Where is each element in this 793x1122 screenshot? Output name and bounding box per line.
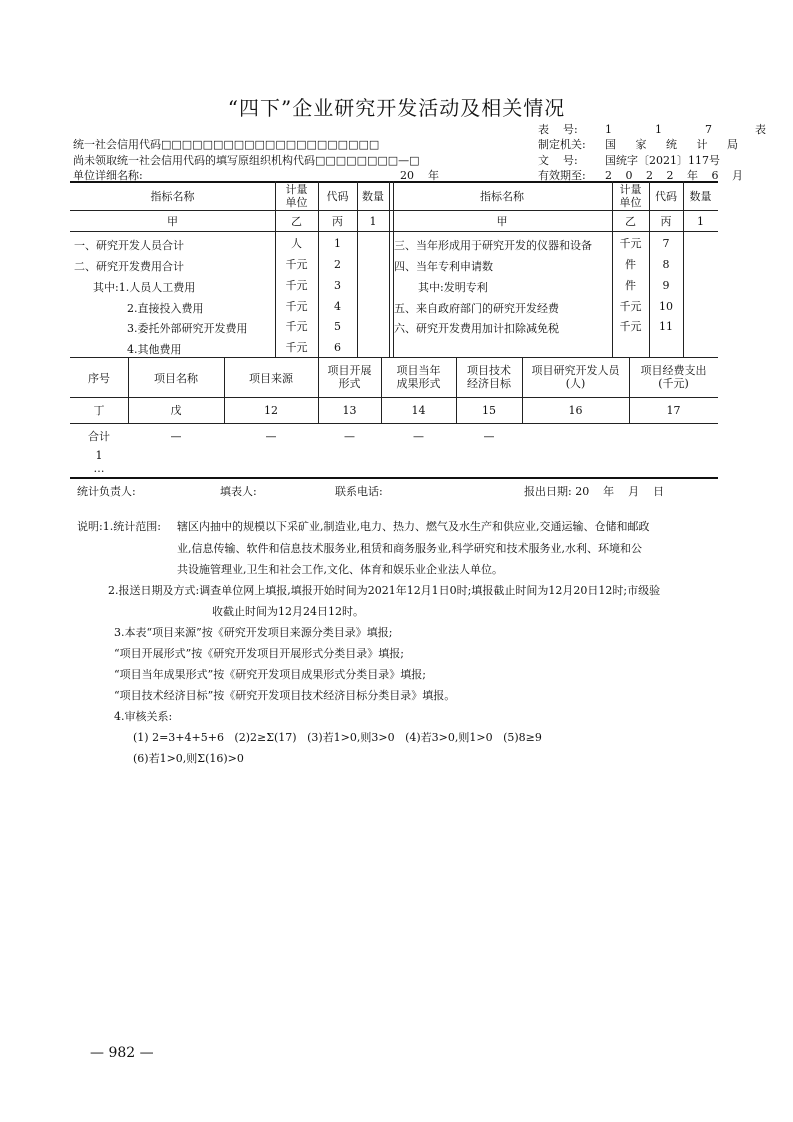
t2-subhead: 13: [342, 404, 357, 417]
note4-rules-line2: (6)若1>0,则Σ(16)>0: [133, 752, 244, 765]
table1-subhead-divider: [70, 231, 718, 232]
t2-total-label: 合计: [88, 430, 110, 443]
t2-header-source: 项目来源: [249, 372, 293, 385]
valid-until-label: 有效期至:: [538, 169, 586, 182]
t2-header-seq: 序号: [88, 372, 110, 385]
t2-row-1: 1: [95, 449, 103, 462]
form-no-label: 表 号:: [538, 123, 578, 136]
note1-text: 业,信息传输、软件和信息技术服务业,租赁和商务服务业,科学研究和技术服务业,水利、环境和公: [177, 542, 642, 555]
note1-text: 共设施管理业,卫生和社会工作,文化、体育和娱乐业企业法人单位。: [177, 563, 503, 576]
t1-row-unit: 千元: [285, 279, 308, 292]
t1-row-unit-right: 千元: [619, 237, 642, 250]
t1-row-name-right: 六、研究开发费用加计扣除减免税: [394, 322, 559, 335]
note2-text: 2.报送日期及方式:调查单位网上填报,填报开始时间为2021年12月1日0时;填报截止时间为12月20日12时;市级验: [108, 584, 661, 597]
t1-subhead: 丙: [660, 215, 672, 228]
t1-row-code-right: 9: [662, 279, 670, 292]
t1-row-unit-right: 千元: [619, 320, 642, 333]
t2-row-ellipsis: …: [93, 462, 105, 475]
note3-text: “项目技术经济目标”按《研究开发项目技术经济目标分类目录》填报。: [114, 689, 456, 702]
t2-subhead: 14: [411, 404, 426, 417]
t2-total-dash: —: [170, 430, 182, 443]
doc-no-label: 文 号:: [538, 154, 578, 167]
table1-header-divider: [70, 210, 718, 211]
page-title: “四下”企业研究开发活动及相关情况: [227, 96, 566, 120]
col-divider: [683, 181, 684, 357]
t1-subhead: 甲: [167, 215, 178, 228]
note3-text: 3.本表“项目来源”按《研究开发项目来源分类目录》填报;: [114, 626, 393, 639]
t1-row-name: 3.委托外部研究开发费用: [127, 322, 248, 335]
t1-row-code: 5: [334, 320, 341, 333]
authority: 国 家 统 计 局: [605, 138, 746, 151]
note3-text: “项目开展形式”按《研究开发项目开展形式分类目录》填报;: [114, 647, 404, 660]
t1-row-unit: 千元: [285, 300, 308, 313]
unit-name-label: 单位详细名称:: [73, 169, 143, 182]
t1-subhead: 甲: [496, 215, 508, 228]
note3-text: “项目当年成果形式”按《研究开发项目成果形式分类目录》填报;: [114, 668, 426, 681]
t1-subhead: 乙: [291, 215, 302, 228]
t2-header-form: 项目开展 形式: [327, 364, 372, 390]
t1-row-name: 其中:1.人员人工费用: [93, 281, 196, 294]
t1-header-name: 指标名称: [150, 190, 195, 203]
note1-text: 辖区内抽中的规模以下采矿业,制造业,电力、热力、燃气及水生产和供应业,交通运输、仓储和邮政: [177, 520, 650, 533]
t1-row-name-right: 四、当年专利申请数: [394, 260, 493, 273]
t1-row-code-right: 7: [662, 237, 670, 250]
table2-subhead-divider: [70, 423, 718, 424]
t1-row-code: 3: [334, 279, 341, 292]
filler-label: 填表人:: [220, 485, 257, 498]
phone-label: 联系电话:: [335, 485, 383, 498]
t2-total-dash: —: [413, 430, 424, 443]
note4-rules-line1: (1) 2=3+4+5+6 (2)2≥Σ(17) (3)若1>0,则3>0 (4)若3>0,则1>0 (5)8≥9: [133, 731, 542, 744]
table2-bottom-border: [70, 477, 718, 479]
t1-header-code-right: 代码: [655, 190, 677, 203]
t1-row-name-right: 三、当年形成用于研究开发的仪器和设备: [394, 239, 592, 252]
org-code-line: 尚未领取统一社会信用代码的填写原组织机构代码□□□□□□□□—□: [73, 154, 420, 167]
note1-label: 说明:1.统计范围:: [77, 520, 161, 533]
t1-subhead: 乙: [625, 215, 636, 228]
doc-no: 国统字〔2021〕117号: [605, 154, 720, 167]
t1-row-unit-right: 千元: [619, 300, 642, 313]
t2-subhead: 16: [568, 404, 583, 417]
page-number: — 982 —: [90, 1045, 154, 1061]
t1-row-code: 6: [334, 341, 341, 354]
t1-row-unit: 千元: [285, 341, 308, 354]
t1-row-code-right: 8: [662, 258, 670, 271]
t1-header-code: 代码: [326, 190, 349, 203]
t1-row-name-right: 五、来自政府部门的研究开发经费: [394, 302, 559, 315]
valid-until: 2 0 2 2 年 6 月: [605, 169, 748, 182]
t1-row-code: 1: [334, 237, 341, 250]
t1-header-name-right: 指标名称: [480, 190, 524, 203]
t1-row-unit: 人: [291, 237, 302, 250]
t2-header-staff: 项目研究开发人员 (人): [531, 364, 620, 390]
credit-code-line: 统一社会信用代码□□□□□□□□□□□□□□□□□□□□□: [73, 138, 380, 151]
t2-total-dash: —: [344, 430, 355, 443]
t1-row-code: 2: [334, 258, 341, 271]
t1-header-qty-right: 数量: [689, 190, 712, 203]
t1-subhead: 丙: [332, 215, 343, 228]
t1-row-name-right: 其中:发明专利: [418, 281, 488, 294]
t1-subhead: 1: [369, 215, 377, 228]
col-divider: [357, 181, 358, 357]
t1-row-unit-right: 件: [625, 279, 636, 292]
t1-subhead: 1: [697, 215, 704, 228]
form-no: 1 1 7 表: [605, 123, 778, 136]
t1-row-unit-right: 件: [625, 258, 636, 271]
t1-row-name: 一、研究开发人员合计: [74, 239, 184, 252]
t1-header-unit: 计量 单位: [285, 183, 308, 209]
t1-header-qty: 数量: [362, 190, 384, 203]
t1-row-unit: 千元: [285, 320, 308, 333]
t2-header-target: 项目技术 经济目标: [467, 364, 511, 390]
authority-label: 制定机关:: [538, 138, 586, 151]
t2-header-expense: 项目经费支出 (千元): [640, 364, 707, 390]
t2-subhead: 15: [482, 404, 496, 417]
table2-header-divider: [70, 397, 718, 398]
t2-header-project-name: 项目名称: [154, 372, 198, 385]
t1-row-name: 2.直接投入费用: [127, 302, 204, 315]
t2-total-dash: —: [483, 430, 495, 443]
t2-subhead: 17: [666, 404, 681, 417]
note2-text: 收截止时间为12月24日12时。: [212, 605, 364, 618]
t2-subhead: 12: [264, 404, 278, 417]
t1-row-name: 4.其他费用: [127, 343, 182, 356]
t2-header-outcome: 项目当年 成果形式: [396, 364, 441, 390]
t1-row-code: 4: [334, 300, 341, 313]
table1-bottom-border: [70, 357, 718, 358]
t2-subhead: 戊: [170, 404, 182, 417]
stat-head-label: 统计负责人:: [77, 485, 136, 498]
t2-total-dash: —: [265, 430, 277, 443]
t1-row-code-right: 11: [659, 320, 673, 333]
t2-subhead: 丁: [93, 404, 105, 417]
t1-header-unit-right: 计量 单位: [619, 183, 642, 209]
report-date-label: 报出日期: 20 年 月 日: [524, 485, 665, 498]
report-year: 20 年: [400, 169, 439, 182]
t1-row-code-right: 10: [659, 300, 673, 313]
t1-row-unit: 千元: [285, 258, 308, 271]
note4-label: 4.审核关系:: [114, 710, 173, 723]
t1-row-name: 二、研究开发费用合计: [74, 260, 184, 273]
